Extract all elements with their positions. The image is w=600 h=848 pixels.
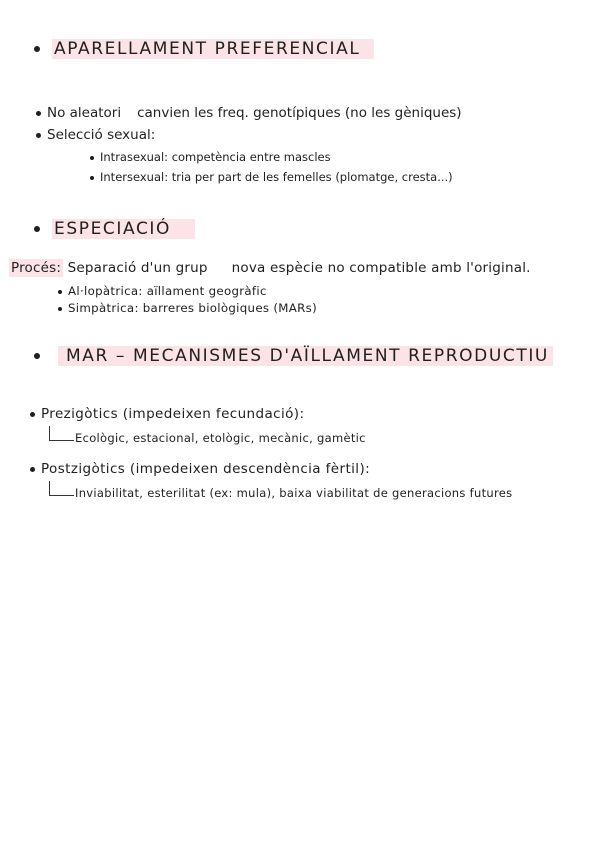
heading-text: ESPECIACIÓ — [52, 219, 195, 239]
bullet-icon — [90, 156, 94, 160]
bullet-icon — [90, 176, 94, 180]
item-text: Intrasexual: competència entre mascles — [100, 150, 331, 164]
proces-part2: nova espècie no compatible amb l'original. — [231, 260, 531, 276]
item-label: No aleatori — [47, 105, 122, 121]
bullet-icon — [34, 353, 40, 359]
item-text: Postzigòtics (impedeixen descendència fèrtil): — [41, 461, 371, 477]
sub-item-intrasexual — [90, 150, 331, 164]
bullet-icon — [58, 307, 62, 311]
proces-line — [9, 260, 531, 276]
item-text: canvien les freq. genotípiques (no les gèniques) — [137, 105, 462, 121]
list-item-no-aleatori — [36, 105, 462, 121]
connector-line-icon — [49, 481, 74, 496]
sub-item-allopatrica — [58, 284, 267, 298]
bullet-icon — [30, 467, 35, 472]
list-item-seleccio-sexual — [36, 127, 155, 143]
item-text: Intersexual: tria per part de les femelles (plomatge, cresta...) — [100, 170, 453, 184]
proces-part1: Separació d'un grup — [67, 260, 208, 276]
item-text: Prezigòtics (impedeixen fecundació): — [41, 406, 305, 422]
list-item-postzigotics — [30, 461, 370, 477]
item-text: Simpàtrica: barreres biològiques (MARs) — [68, 301, 317, 315]
item-text: Al·lopàtrica: aïllament geogràfic — [68, 284, 267, 298]
bullet-icon — [34, 226, 40, 232]
heading-text: APARELLAMENT PREFERENCIAL — [52, 39, 374, 59]
sub-item-simpatrica — [58, 301, 317, 315]
prezigotics-detail: Ecològic, estacional, etològic, mecànic, gamètic — [75, 431, 366, 445]
heading-mar — [34, 346, 553, 366]
heading-especiacio — [34, 219, 195, 239]
item-text: Selecció sexual: — [47, 127, 156, 143]
list-item-prezigotics — [30, 406, 304, 422]
postzigotics-detail: Inviabilitat, esterilitat (ex: mula), baixa viabilitat de generacions futures — [75, 486, 513, 500]
connector-line-icon — [49, 426, 74, 441]
heading-text: MAR – MECANISMES D'AÏLLAMENT REPRODUCTIU — [58, 346, 553, 366]
bullet-icon — [58, 290, 62, 294]
proces-label: Procés: — [11, 260, 62, 276]
bullet-icon — [36, 133, 41, 138]
heading-aparellament — [34, 39, 374, 59]
bullet-icon — [30, 412, 35, 417]
bullet-icon — [36, 111, 41, 116]
sub-item-intersexual — [90, 170, 453, 184]
bullet-icon — [34, 46, 40, 52]
